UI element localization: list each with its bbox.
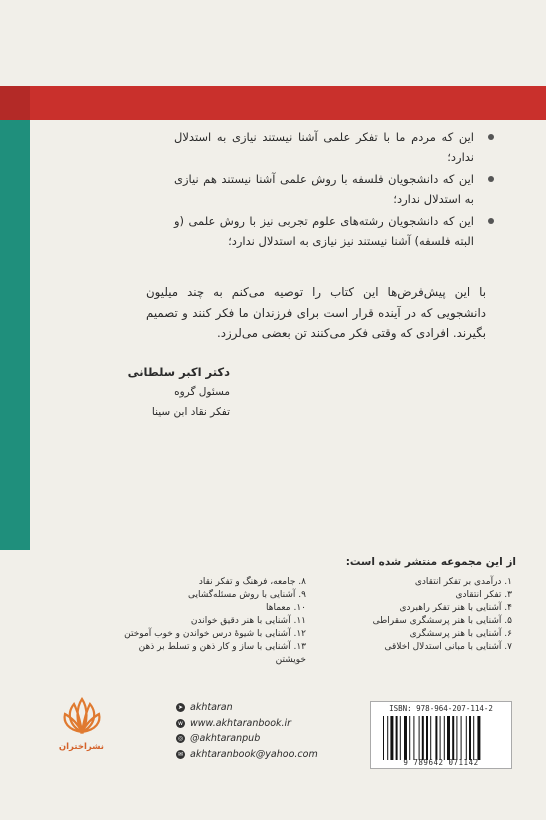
series-item: ۱۳. آشنایی با ساز و کار ذهن و تسلط بر ذهن خویشتن xyxy=(138,642,306,665)
contact-telegram[interactable] xyxy=(176,700,318,716)
signature-block xyxy=(70,362,230,422)
flower-logo-icon xyxy=(62,696,102,736)
series-item: ۵. آشنایی با هنر پرسشگری سقراطی xyxy=(372,616,512,626)
series-item: ۱۱. آشنایی با هنر دقیق خواندن xyxy=(190,616,306,626)
contact-text: @akhtaranpub xyxy=(190,733,261,745)
author-group: تفکر نقاد ابن سینا xyxy=(151,406,230,418)
email-icon: ✉ xyxy=(177,750,184,758)
publisher-logo xyxy=(60,696,104,756)
contact-email[interactable] xyxy=(176,747,318,763)
bullet-text: این که مردم ما با تفکر علمی آشنا نیستند نیازی به استدلال ندارد؛ xyxy=(174,130,474,164)
series-item: ۶. آشنایی با هنر پرسشگری xyxy=(409,629,512,639)
contact-text: akhtaran xyxy=(190,702,233,714)
bullet-item xyxy=(174,211,474,251)
series-item: ۷. آشنایی با مبانی استدلال اخلاقی xyxy=(384,642,512,652)
contact-text: akhtaranbook@yahoo.com xyxy=(190,748,318,760)
bullet-item xyxy=(174,127,474,167)
green-stripe xyxy=(0,120,30,550)
bullet-dot-icon xyxy=(488,176,494,182)
bullet-text: این که دانشجویان فلسفه با روش علمی آشنا نیستند هم نیازی به استدلال ندارد؛ xyxy=(174,172,474,206)
series-item: ۳. تفکر انتقادی xyxy=(455,590,512,600)
author-role: مسئول گروه xyxy=(174,386,230,398)
barcode-icon xyxy=(383,716,501,760)
isbn-label: ISBN: 978-964-207-114-2 xyxy=(389,704,493,713)
publisher-name: نشراختران xyxy=(58,742,104,752)
recommendation-paragraph: با این پیش‌فرض‌ها این کتاب را توصیه می‌کنم به چند میلیون دانشجویی که در آینده قرار است برای فرزندان ما فکر کنند و تصمیم بگیرند. افرادی که وقتی فکر می‌کنند تن بعضی می‌لرزد. xyxy=(146,285,486,340)
series-item: ۹. آشنایی با روش مسئله‌گشایی xyxy=(187,590,306,600)
bullet-dot-icon xyxy=(488,134,494,140)
telegram-icon: ➤ xyxy=(177,704,184,712)
instagram-icon: ◎ xyxy=(177,735,184,743)
series-item: ۱۲. آشنایی با شیوهٔ درس خواندن و خوب آموختن xyxy=(124,629,306,639)
author-name: دکتر اکبر سلطانی xyxy=(127,365,230,379)
series-title: از این مجموعه منتشر شده است: xyxy=(345,556,516,568)
contact-instagram[interactable] xyxy=(176,731,318,747)
web-icon: w xyxy=(176,719,185,728)
bullet-list xyxy=(174,127,474,253)
contact-list xyxy=(176,700,318,762)
bullet-item xyxy=(174,169,474,209)
bullet-text: این که دانشجویان رشته‌های علوم تجربی نیز با روش علمی (و البته فلسفه) آشنا نیستند نیز نیازی به استدلال ندارد؛ xyxy=(174,214,474,248)
series-list-right xyxy=(342,576,512,654)
series-item: ۸. جامعه، فرهنگ و تفکر نقاد xyxy=(198,577,306,587)
contact-website[interactable] xyxy=(176,716,318,732)
bullet-dot-icon xyxy=(488,218,494,224)
series-item: ۱. درآمدی بر تفکر انتقادی xyxy=(414,577,512,587)
contact-text: www.akhtaranbook.ir xyxy=(190,717,292,729)
series-item: ۴. آشنایی با هنر تفکر راهبردی xyxy=(399,603,512,613)
red-stripe xyxy=(0,86,546,120)
series-item: ۱۰. معماها xyxy=(266,603,306,613)
isbn-digits: 9 789642 071142 xyxy=(403,758,479,767)
series-list-left xyxy=(106,576,306,667)
red-stripe-corner xyxy=(0,86,30,120)
isbn-barcode-box xyxy=(370,701,512,769)
